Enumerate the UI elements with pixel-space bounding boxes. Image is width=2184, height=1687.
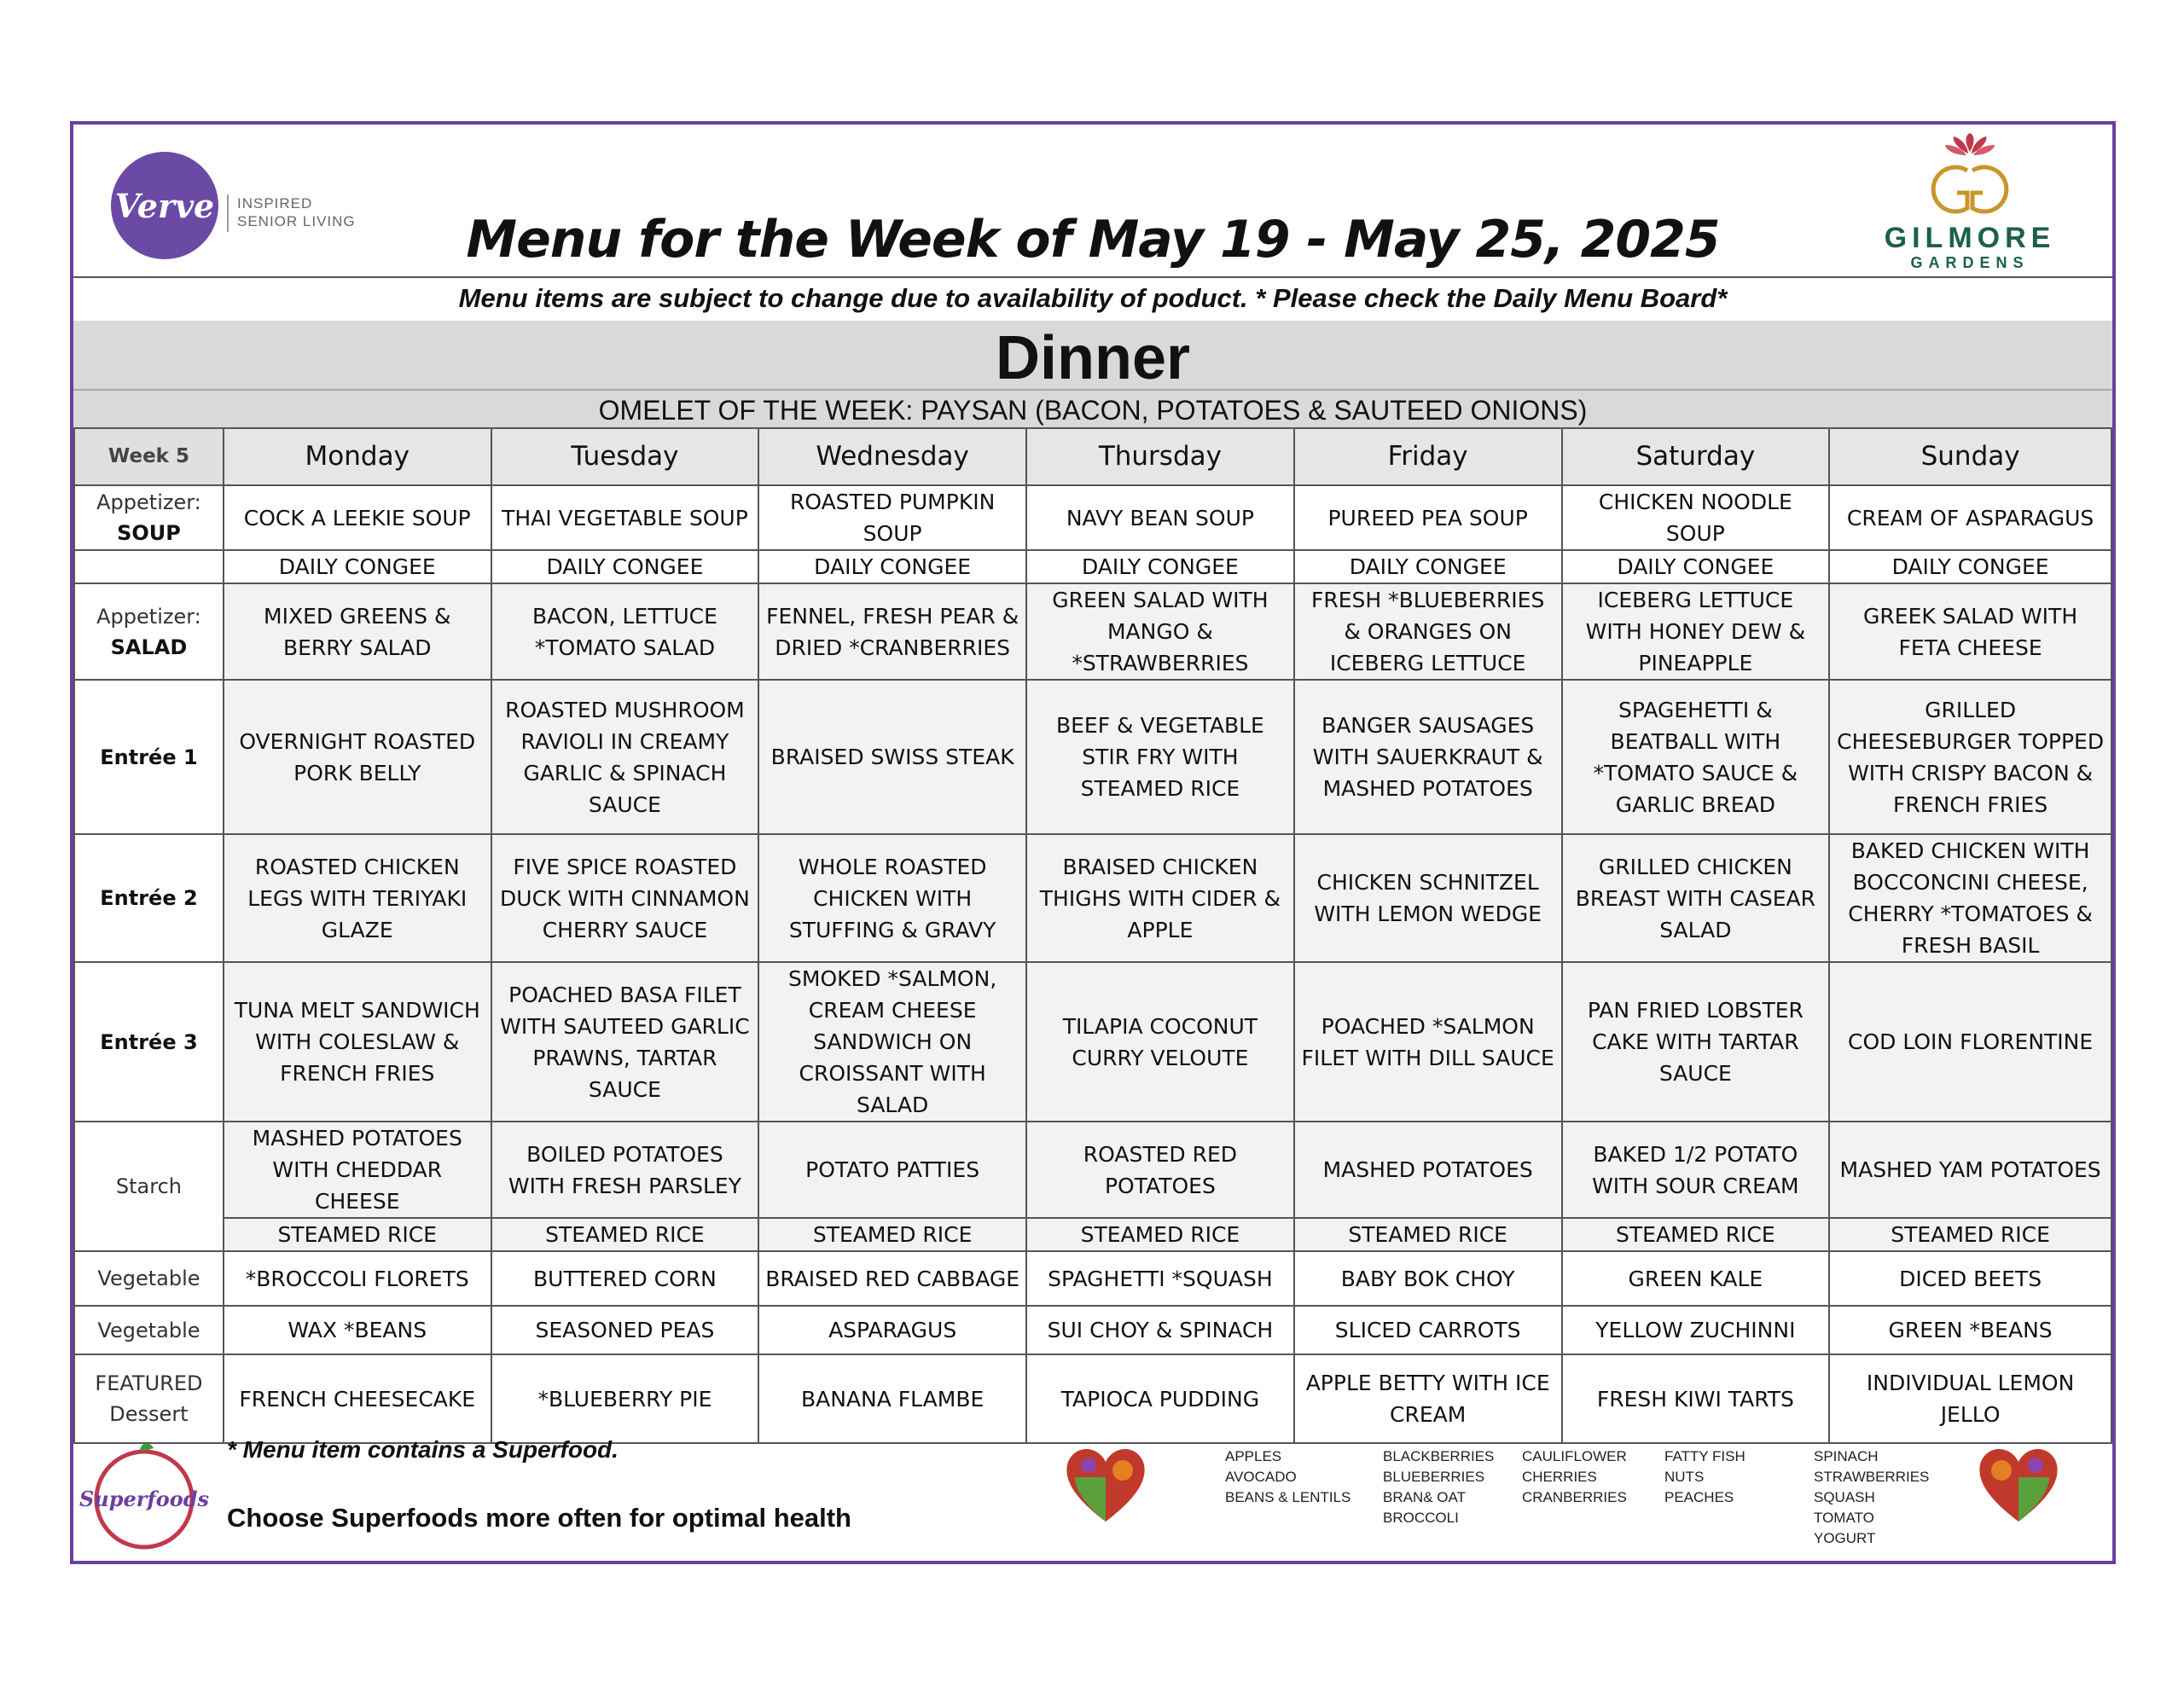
label-bottom: SOUP [117,521,181,545]
superfood-item: BROCCOLI [1383,1510,1459,1526]
menu-cell: FENNEL, FRESH PEAR & DRIED *CRANBERRIES [758,583,1026,680]
menu-cell: DAILY CONGEE [758,550,1026,583]
menu-cell: BUTTERED CORN [491,1251,759,1306]
menu-cell: STEAMED RICE [1026,1218,1294,1251]
menu-cell: TILAPIA COCONUT CURRY VELOUTE [1026,962,1294,1122]
menu-cell: MIXED GREENS & BERRY SALAD [224,583,491,680]
menu-cell: POTATO PATTIES [758,1122,1026,1218]
superfood-item: BLUEBERRIES [1383,1469,1485,1485]
menu-cell: BAKED CHICKEN WITH BOCCONCINI CHEESE, CHERRY *TOMATOES & FRESH BASIL [1829,834,2111,962]
menu-cell: COD LOIN FLORENTINE [1829,962,2111,1122]
menu-cell: ROASTED MUSHROOM RAVIOLI IN CREAMY GARLIC & SPINACH SAUCE [491,680,759,834]
menu-cell: BEEF & VEGETABLE STIR FRY WITH STEAMED RICE [1026,680,1294,834]
day-header: Thursday [1026,428,1294,485]
row-label-soup [74,485,224,550]
menu-cell: GREEN SALAD WITH MANGO & *STRAWBERRIES [1026,583,1294,680]
gilmore-gardens-logo [1863,133,2077,270]
superfood-choose-text: Choose Superfoods more often for optimal health [227,1503,851,1533]
availability-notice: Menu items are subject to change due to availability of poduct. * Please check the Daily Menu Board* [73,276,2112,322]
menu-cell: DAILY CONGEE [491,550,759,583]
menu-cell: STEAMED RICE [1829,1218,2111,1251]
menu-cell: SPAGEHETTI & BEATBALL WITH *TOMATO SAUCE & GARLIC BREAD [1562,680,1830,834]
menu-cell: STEAMED RICE [758,1218,1026,1251]
menu-cell: GREEK SALAD WITH FETA CHEESE [1829,583,2111,680]
menu-cell: THAI VEGETABLE SOUP [491,485,759,550]
superfood-item: FATTY FISH [1664,1448,1745,1464]
label-text: Entrée 3 [100,1029,198,1054]
day-header: Friday [1294,428,1562,485]
menu-cell: WAX *BEANS [224,1306,491,1354]
superfood-item: STRAWBERRIES [1814,1469,1930,1485]
row-label-vegetable: Vegetable [74,1251,224,1306]
menu-cell: FRESH *BLUEBERRIES & ORANGES ON ICEBERG LETTUCE [1294,583,1562,680]
lotus-gg-icon [1863,133,2077,222]
superfood-item: SQUASH [1814,1489,1875,1505]
superfood-list-col-1 [1225,1446,1350,1508]
meal-band [73,321,2112,429]
superfood-list-col-4 [1664,1446,1745,1508]
menu-cell: MASHED YAM POTATOES [1829,1122,2111,1218]
menu-cell: TAPIOCA PUDDING [1026,1354,1294,1443]
day-header: Saturday [1562,428,1830,485]
menu-cell: ICEBERG LETTUCE WITH HONEY DEW & PINEAPPLE [1562,583,1830,680]
page-title: Menu for the Week of May 19 - May 25, 2025 [466,210,1720,270]
row-label-starch: Starch [74,1122,224,1251]
menu-frame [70,121,2116,1564]
rice-row [74,1218,2111,1251]
menu-cell: BANGER SAUSAGES WITH SAUERKRAUT & MASHED POTATOES [1294,680,1562,834]
menu-cell: BOILED POTATOES WITH FRESH PARSLEY [491,1122,759,1218]
superfood-item: CHERRIES [1522,1469,1597,1485]
day-header: Monday [224,428,491,485]
superfood-item: CRANBERRIES [1522,1489,1627,1505]
label-top: Appetizer: [96,490,201,514]
menu-cell: GRILLED CHICKEN BREAST WITH CASEAR SALAD [1562,834,1830,962]
label-bottom: Dessert [109,1402,189,1426]
menu-cell: FIVE SPICE ROASTED DUCK WITH CINNAMON CHERRY SAUCE [491,834,759,962]
superfood-list-col-2 [1383,1446,1494,1528]
tagline-line-2: SENIOR LIVING [237,213,356,229]
menu-cell: DAILY CONGEE [1294,550,1562,583]
menu-cell: MASHED POTATOES [1294,1122,1562,1218]
menu-cell: SUI CHOY & SPINACH [1026,1306,1294,1354]
day-header: Wednesday [758,428,1026,485]
label-top: FEATURED [95,1371,203,1395]
superfood-item: BLACKBERRIES [1383,1448,1495,1464]
superfood-item: CAULIFLOWER [1522,1448,1627,1464]
superfood-item: SPINACH [1814,1448,1879,1464]
label-top: Appetizer: [96,604,201,629]
menu-cell: BACON, LETTUCE *TOMATO SALAD [491,583,759,680]
community-subtitle: GARDENS [1910,254,2030,271]
menu-cell: OVERNIGHT ROASTED PORK BELLY [224,680,491,834]
superfoods-logo [78,1441,210,1552]
menu-cell: FRESH KIWI TARTS [1562,1354,1830,1443]
menu-cell: CHICKEN SCHNITZEL WITH LEMON WEDGE [1294,834,1562,962]
menu-cell: ASPARAGUS [758,1306,1026,1354]
menu-cell: GREEN *BEANS [1829,1306,2111,1354]
label-bottom: SALAD [110,635,188,659]
menu-cell: SEASONED PEAS [491,1306,759,1354]
menu-cell: STEAMED RICE [491,1218,759,1251]
menu-cell: STEAMED RICE [1562,1218,1830,1251]
omelet-of-the-week: OMELET OF THE WEEK: PAYSAN (BACON, POTATOES & SAUTEED ONIONS) [73,389,2112,429]
menu-cell: PAN FRIED LOBSTER CAKE WITH TARTAR SAUCE [1562,962,1830,1122]
menu-cell: MASHED POTATOES WITH CHEDDAR CHEESE [224,1122,491,1218]
community-name: GILMORE [1884,222,2056,254]
menu-cell: ROASTED CHICKEN LEGS WITH TERIYAKI GLAZE [224,834,491,962]
menu-cell: DICED BEETS [1829,1251,2111,1306]
day-header: Tuesday [491,428,759,485]
menu-cell: ROASTED PUMPKIN SOUP [758,485,1026,550]
menu-cell: TUNA MELT SANDWICH WITH COLESLAW & FRENCH FRIES [224,962,491,1122]
menu-cell: DAILY CONGEE [1026,550,1294,583]
menu-cell: BAKED 1/2 POTATO WITH SOUR CREAM [1562,1122,1830,1218]
week-label: Week 5 [74,428,224,485]
menu-cell: SLICED CARROTS [1294,1306,1562,1354]
superfood-item: TOMATO [1814,1510,1874,1526]
soup-row [74,485,2111,550]
meal-title: Dinner [995,324,1191,392]
vegetable2-row [74,1306,2111,1354]
header [73,125,2112,278]
superfood-item: BEANS & LENTILS [1225,1489,1351,1505]
menu-cell: GRILLED CHEESEBURGER TOPPED WITH CRISPY BACON & FRENCH FRIES [1829,680,2111,834]
superfood-item: APPLES [1225,1448,1282,1464]
superfood-note: * Menu item contains a Superfood. [227,1436,619,1463]
entree3-row [74,962,2111,1122]
superfood-list-col-5 [1814,1446,1929,1549]
produce-heart-icon [1976,1443,2061,1525]
menu-cell: GREEN KALE [1562,1251,1830,1306]
menu-cell: APPLE BETTY WITH ICE CREAM [1294,1354,1562,1443]
menu-cell: BRAISED RED CABBAGE [758,1251,1026,1306]
menu-cell: ROASTED RED POTATOES [1026,1122,1294,1218]
menu-cell: DAILY CONGEE [1562,550,1830,583]
day-header-row [74,428,2111,485]
menu-cell: BANANA FLAMBE [758,1354,1026,1443]
menu-cell: INDIVIDUAL LEMON JELLO [1829,1354,2111,1443]
menu-cell: *BLUEBERRY PIE [491,1354,759,1443]
row-label-empty [74,550,224,583]
menu-cell: SMOKED *SALMON, CREAM CHEESE SANDWICH ON CROISSANT WITH SALAD [758,962,1026,1122]
menu-cell: BABY BOK CHOY [1294,1251,1562,1306]
menu-cell: BRAISED SWISS STEAK [758,680,1026,834]
day-header: Sunday [1829,428,2111,485]
row-label-vegetable: Vegetable [74,1306,224,1354]
entree1-row [74,680,2111,834]
menu-cell: SPAGHETTI *SQUASH [1026,1251,1294,1306]
starch-row [74,1122,2111,1218]
menu-cell: POACHED BASA FILET WITH SAUTEED GARLIC PRAWNS, TARTAR SAUCE [491,962,759,1122]
menu-cell: YELLOW ZUCHINNI [1562,1306,1830,1354]
menu-cell: CREAM OF ASPARAGUS [1829,485,2111,550]
label-text: Entrée 1 [100,745,198,769]
superfoods-logo-text: Superfoods [78,1487,210,1511]
label-text: Entrée 2 [100,886,198,910]
menu-cell: CHICKEN NOODLE SOUP [1562,485,1830,550]
tagline-line-1: INSPIRED [237,195,313,212]
superfood-item: AVOCADO [1225,1469,1297,1485]
produce-heart-icon [1063,1443,1148,1525]
menu-cell: DAILY CONGEE [224,550,491,583]
menu-cell: POACHED *SALMON FILET WITH DILL SAUCE [1294,962,1562,1122]
menu-cell: BRAISED CHICKEN THIGHS WITH CIDER & APPLE [1026,834,1294,962]
menu-cell: STEAMED RICE [224,1218,491,1251]
superfood-item: PEACHES [1664,1489,1734,1505]
superfood-list-col-3 [1522,1446,1627,1508]
menu-cell: PUREED PEA SOUP [1294,485,1562,550]
salad-row [74,583,2111,680]
menu-cell: STEAMED RICE [1294,1218,1562,1251]
row-label-entree3 [74,962,224,1122]
congee-row [74,550,2111,583]
menu-cell: DAILY CONGEE [1829,550,2111,583]
vegetable1-row [74,1251,2111,1306]
verve-logo-text: Verve [114,186,215,225]
menu-cell: COCK A LEEKIE SOUP [224,485,491,550]
menu-table [73,427,2112,1444]
superfood-item: YOGURT [1814,1530,1876,1546]
row-label-entree2 [74,834,224,962]
menu-cell: NAVY BEAN SOUP [1026,485,1294,550]
menu-cell: *BROCCOLI FLORETS [224,1251,491,1306]
menu-cell: WHOLE ROASTED CHICKEN WITH STUFFING & GRAVY [758,834,1026,962]
entree2-row [74,834,2111,962]
row-label-salad [74,583,224,680]
row-label-entree1 [74,680,224,834]
superfood-item: NUTS [1664,1469,1705,1485]
footer [73,1429,2112,1564]
menu-cell: FRENCH CHEESECAKE [224,1354,491,1443]
superfood-item: BRAN& OAT [1383,1489,1466,1505]
